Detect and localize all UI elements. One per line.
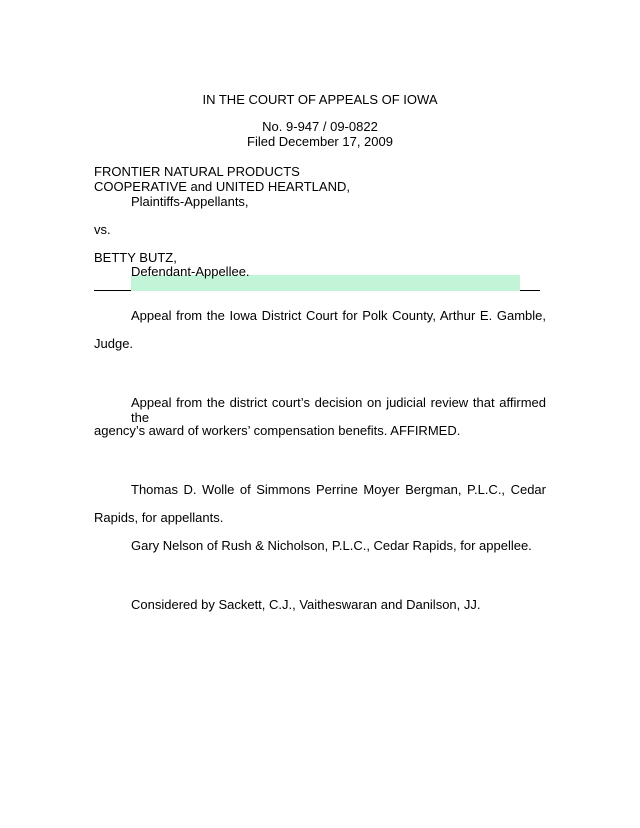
panel-statement: Considered by Sackett, C.J., Vaitheswaran and Danilson, JJ. xyxy=(131,597,481,612)
plaintiff-role: Plaintiffs-Appellants, xyxy=(131,194,249,209)
filed-date: Filed December 17, 2009 xyxy=(247,134,393,149)
separator-rule-left xyxy=(94,290,131,291)
summary-line1: Appeal from the district court’s decision on judicial review that affirmed the xyxy=(131,395,546,425)
versus: vs. xyxy=(94,222,111,237)
case-number: No. 9-947 / 09-0822 xyxy=(262,119,378,134)
appeal-from-line2: Judge. xyxy=(94,336,134,351)
court-title: IN THE COURT OF APPEALS OF IOWA xyxy=(202,92,438,107)
plaintiff-name-line2: COOPERATIVE and UNITED HEARTLAND, xyxy=(94,179,350,194)
counsel-appellants-line1: Thomas D. Wolle of Simmons Perrine Moyer Bergman, P.L.C., Cedar xyxy=(131,482,546,497)
appeal-from-line1: Appeal from the Iowa District Court for Polk County, Arthur E. Gamble, xyxy=(131,308,546,323)
defendant-role: Defendant-Appellee. xyxy=(131,264,250,279)
counsel-appellee: Gary Nelson of Rush & Nicholson, P.L.C., Cedar Rapids, for appellee. xyxy=(131,538,532,553)
plaintiff-name-line1: FRONTIER NATURAL PRODUCTS xyxy=(94,164,300,179)
summary-line2: agency’s award of workers’ compensation benefits. AFFIRMED. xyxy=(94,423,461,438)
defendant-name: BETTY BUTZ, xyxy=(94,250,177,265)
separator-rule-right xyxy=(520,290,540,291)
counsel-appellants-line2: Rapids, for appellants. xyxy=(94,510,224,525)
